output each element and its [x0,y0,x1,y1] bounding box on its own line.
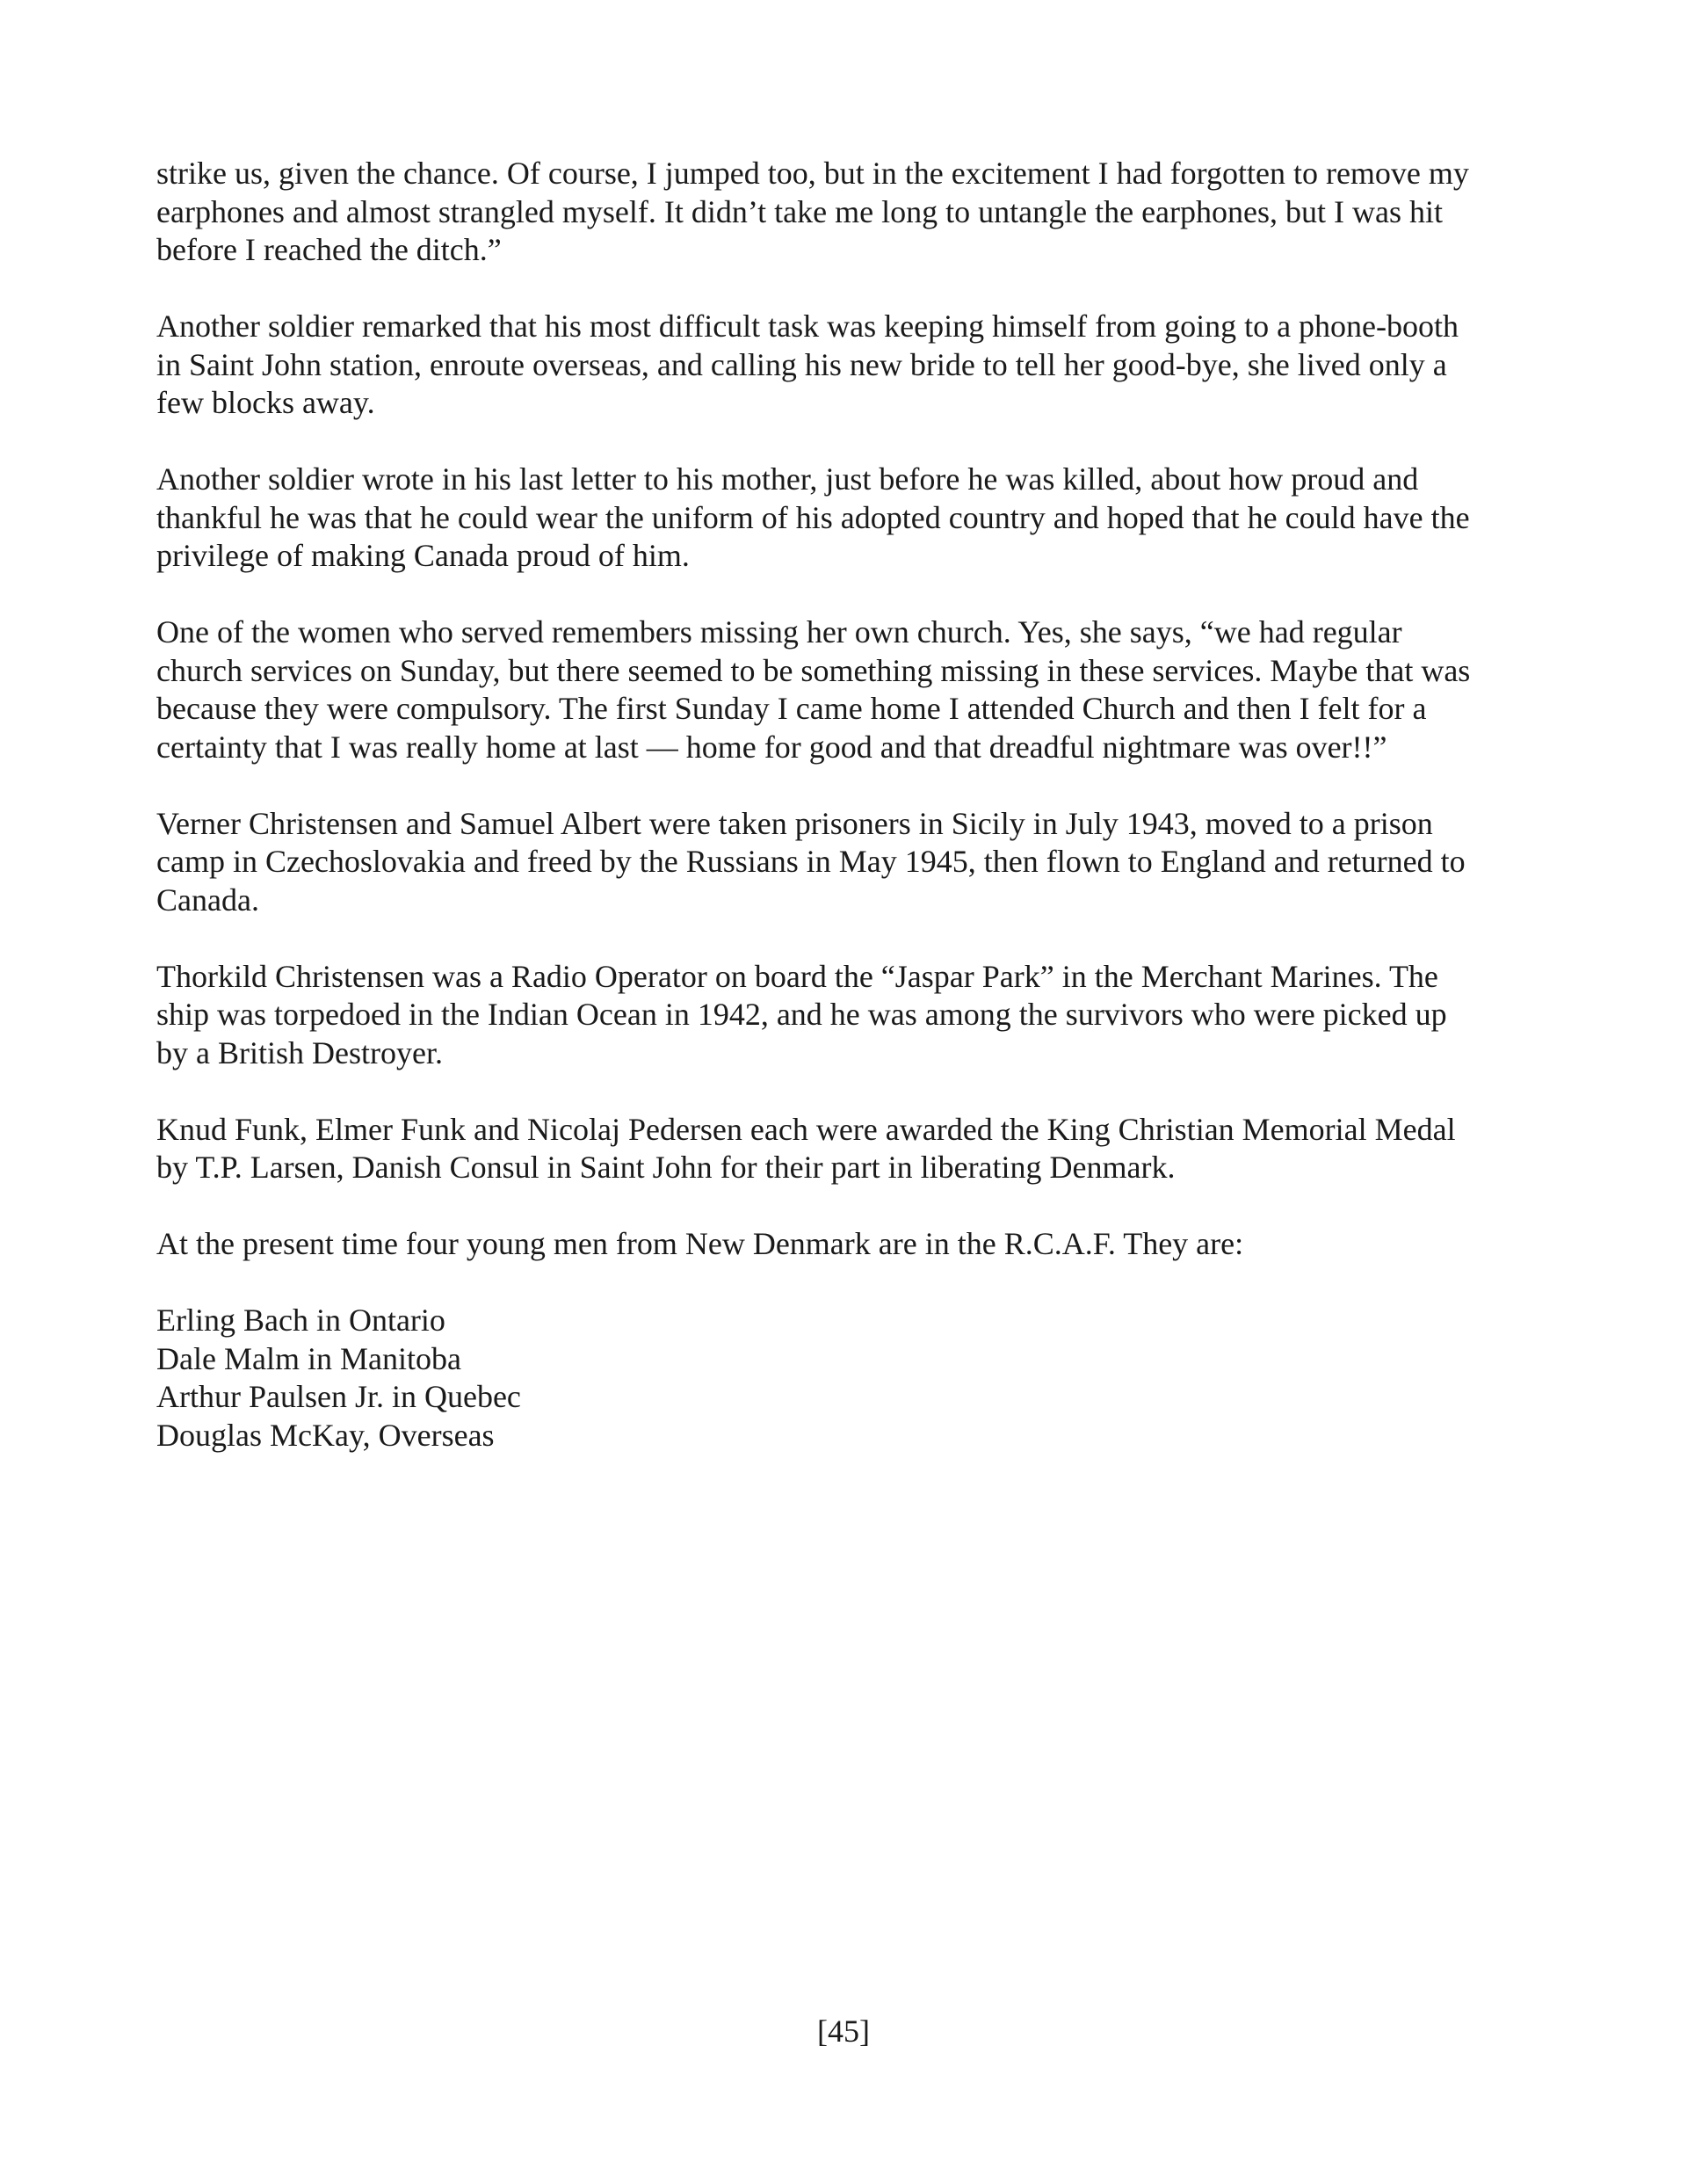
paragraph-rcaf-intro: At the present time four young men from New Denmark are in the R.C.A.F. They are: [156,1226,1244,1261]
paragraph-earphones: strike us, given the chance. Of course, I jumped too, but in the excitement I had forgotten to remove my earphones and almost strangled myself. It didn’t take me long to untangle the earphones, but I was hit before I reached the ditch.” [156,156,1469,267]
paragraph-last-letter: Another soldier wrote in his last letter to his mother, just before he was killed, about how proud and thankful he was that he could wear the uniform of his adopted country and hoped that he could have the privilege of making Canada proud of him. [156,461,1470,573]
paragraph-prisoners: Verner Christensen and Samuel Albert were taken prisoners in Sicily in July 1943, moved to a prison camp in Czechoslovakia and freed by the Russians in May 1945, then flown to England and returned to Canada. [156,805,1466,918]
paragraph-radio-operator: Thorkild Christensen was a Radio Operator on board the “Jaspar Park” in the Merchant Marines. The ship was torpedoed in the Indian Ocean in 1942, and he was among the survivors who were picked up by a British Destroyer. [156,958,1447,1070]
paragraph-phone-booth: Another soldier remarked that his most difficult task was keeping himself from going to a phone-booth in Saint John station, enroute overseas, and calling his new bride to tell her good-bye, she lived only a few blocks away. [156,308,1459,420]
page-number: [45] [817,2013,870,2049]
page-body [156,155,1545,1455]
rcaf-member-list: Erling Bach in Ontario Dale Malm in Manitoba Arthur Paulsen Jr. in Quebec Douglas McKay, Overseas [156,1302,521,1453]
paragraph-church: One of the women who served remembers missing her own church. Yes, she says, “we had regular church services on Sunday, but there seemed to be something missing in these services. Maybe that was because they were compulsory. The first Sunday I came home I attended Church and then I felt for a certainty that I was really home at last — home for good and that dreadful nightmare was over!!” [156,614,1471,765]
paragraph-medal: Knud Funk, Elmer Funk and Nicolaj Pedersen each were awarded the King Christian Memorial Medal by T.P. Larsen, Danish Consul in Saint John for their part in liberating Denmark. [156,1111,1456,1185]
